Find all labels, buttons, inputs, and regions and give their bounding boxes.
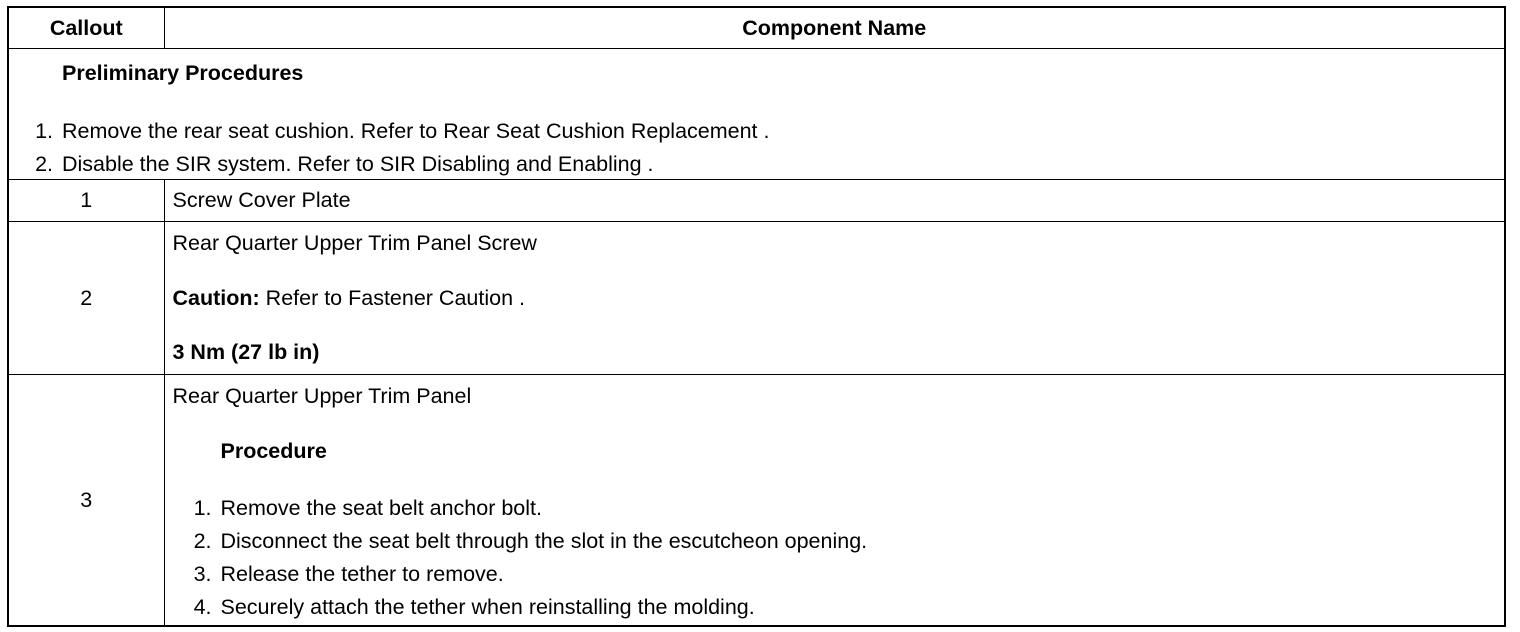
preliminary-title: Preliminary Procedures — [62, 61, 304, 85]
caution-text: Refer to Fastener Caution . — [259, 286, 525, 310]
procedure-title: Procedure — [220, 439, 327, 463]
component-cell — [164, 222, 1505, 375]
procedure-step-number: 4. — [193, 595, 212, 619]
procedure-step — [165, 525, 868, 558]
preliminary-step-number: 2. — [35, 152, 53, 176]
preliminary-row — [8, 49, 1505, 180]
callout-cell: 3 — [8, 375, 164, 627]
procedure-step-number: 2. — [193, 529, 212, 553]
preliminary-step-number: 1. — [35, 119, 53, 143]
torque-spec: 3 Nm (27 lb in) — [172, 340, 320, 364]
procedure-step-number: 1. — [193, 496, 212, 520]
preliminary-step-text: Disable the SIR system. Refer to SIR Disabling and Enabling . — [62, 152, 654, 176]
procedure-step — [165, 558, 868, 591]
preliminary-step — [9, 148, 769, 181]
procedure-step — [165, 492, 868, 525]
procedure-step-text: Release the tether to remove. — [220, 562, 504, 586]
caution-note — [173, 285, 525, 311]
component-cell — [164, 375, 1505, 627]
preliminary-list — [9, 115, 769, 181]
header-row — [8, 7, 1505, 49]
procedure-step-text: Securely attach the tether when reinstalling the molding. — [220, 595, 755, 619]
component-table — [7, 6, 1506, 627]
component-cell: Screw Cover Plate — [164, 180, 1505, 222]
callout-cell: 1 — [8, 180, 164, 222]
procedure-steps — [165, 492, 868, 624]
preliminary-cell — [8, 49, 1505, 180]
preliminary-step — [9, 115, 769, 148]
procedure-step-text: Disconnect the seat belt through the slot in the escutcheon opening. — [220, 529, 868, 553]
procedure-step-text: Remove the seat belt anchor bolt. — [220, 496, 542, 520]
component-name: Rear Quarter Upper Trim Panel Screw — [172, 231, 537, 255]
table-row — [8, 180, 1505, 222]
procedure-step — [165, 591, 868, 624]
callout-cell: 2 — [8, 222, 164, 375]
component-name: Rear Quarter Upper Trim Panel — [172, 384, 472, 408]
preliminary-step-text: Remove the rear seat cushion. Refer to Rear Seat Cushion Replacement . — [62, 119, 770, 143]
procedure-step-number: 3. — [193, 562, 212, 586]
header-component-name: Component Name — [164, 7, 1505, 49]
table-row — [8, 222, 1505, 375]
caution-label: Caution: — [172, 286, 260, 310]
table-row — [8, 375, 1505, 627]
header-callout: Callout — [8, 7, 164, 49]
